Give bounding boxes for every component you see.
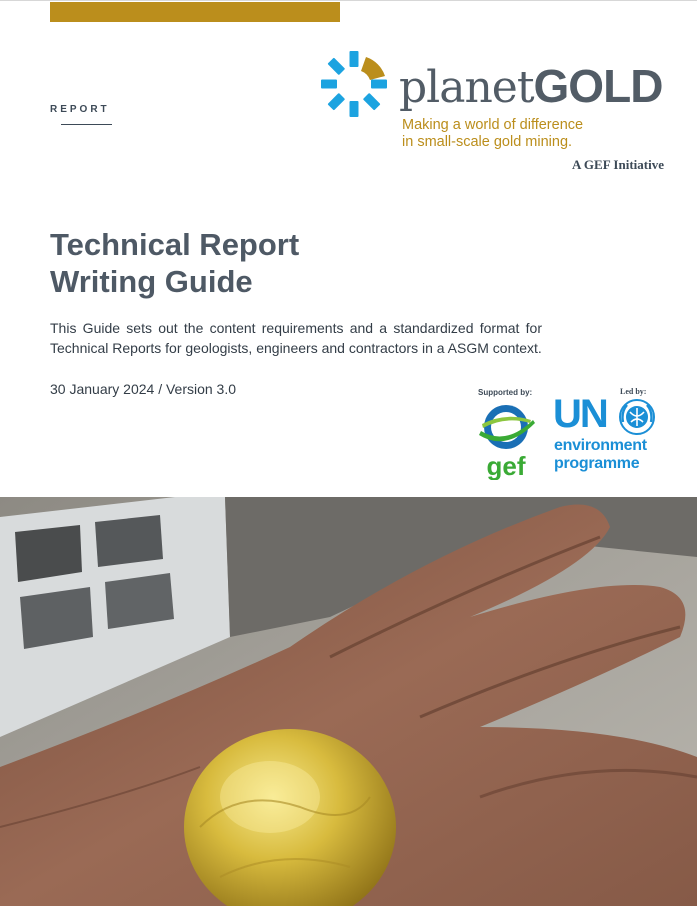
initiative-label: A GEF Initiative [572, 157, 664, 172]
date-version: 30 January 2024 / Version 3.0 [50, 381, 237, 397]
brand-name-light: planet [399, 62, 534, 113]
brand-tagline-line2: in small-scale gold mining. [402, 134, 573, 150]
document-title-line2: Writing Guide [50, 264, 253, 299]
brand-wordmark [399, 58, 662, 116]
section-label-underline [61, 124, 112, 125]
unep-name-line2: programme [554, 455, 640, 472]
sunburst-logo-icon [319, 49, 389, 119]
unep-name-line1: environment [554, 437, 647, 454]
brand-name-bold: GOLD [533, 60, 663, 112]
accent-bar [50, 2, 340, 22]
un-emblem-icon [618, 398, 656, 436]
unep-name [554, 437, 647, 473]
document-title [50, 226, 299, 300]
un-abbrev: UN [553, 392, 607, 436]
brand-tagline [402, 117, 583, 151]
top-border [0, 0, 697, 1]
gef-wordmark: gef [486, 451, 526, 480]
intro-paragraph: This Guide sets out the content requirements and a standardized format for Technical Reports for geologists, engineers and contractors in a ASGM context. [50, 320, 542, 356]
document-title-line1: Technical Report [50, 227, 300, 262]
cover-photo-gold-nugget-in-hand [0, 497, 697, 906]
supported-by-label: Supported by: [478, 388, 533, 397]
gef-logo-icon [475, 400, 541, 480]
brand-tagline-line1: Making a world of difference [402, 117, 584, 133]
led-by-label: Led by: [620, 387, 647, 396]
section-label: REPORT [50, 104, 110, 115]
